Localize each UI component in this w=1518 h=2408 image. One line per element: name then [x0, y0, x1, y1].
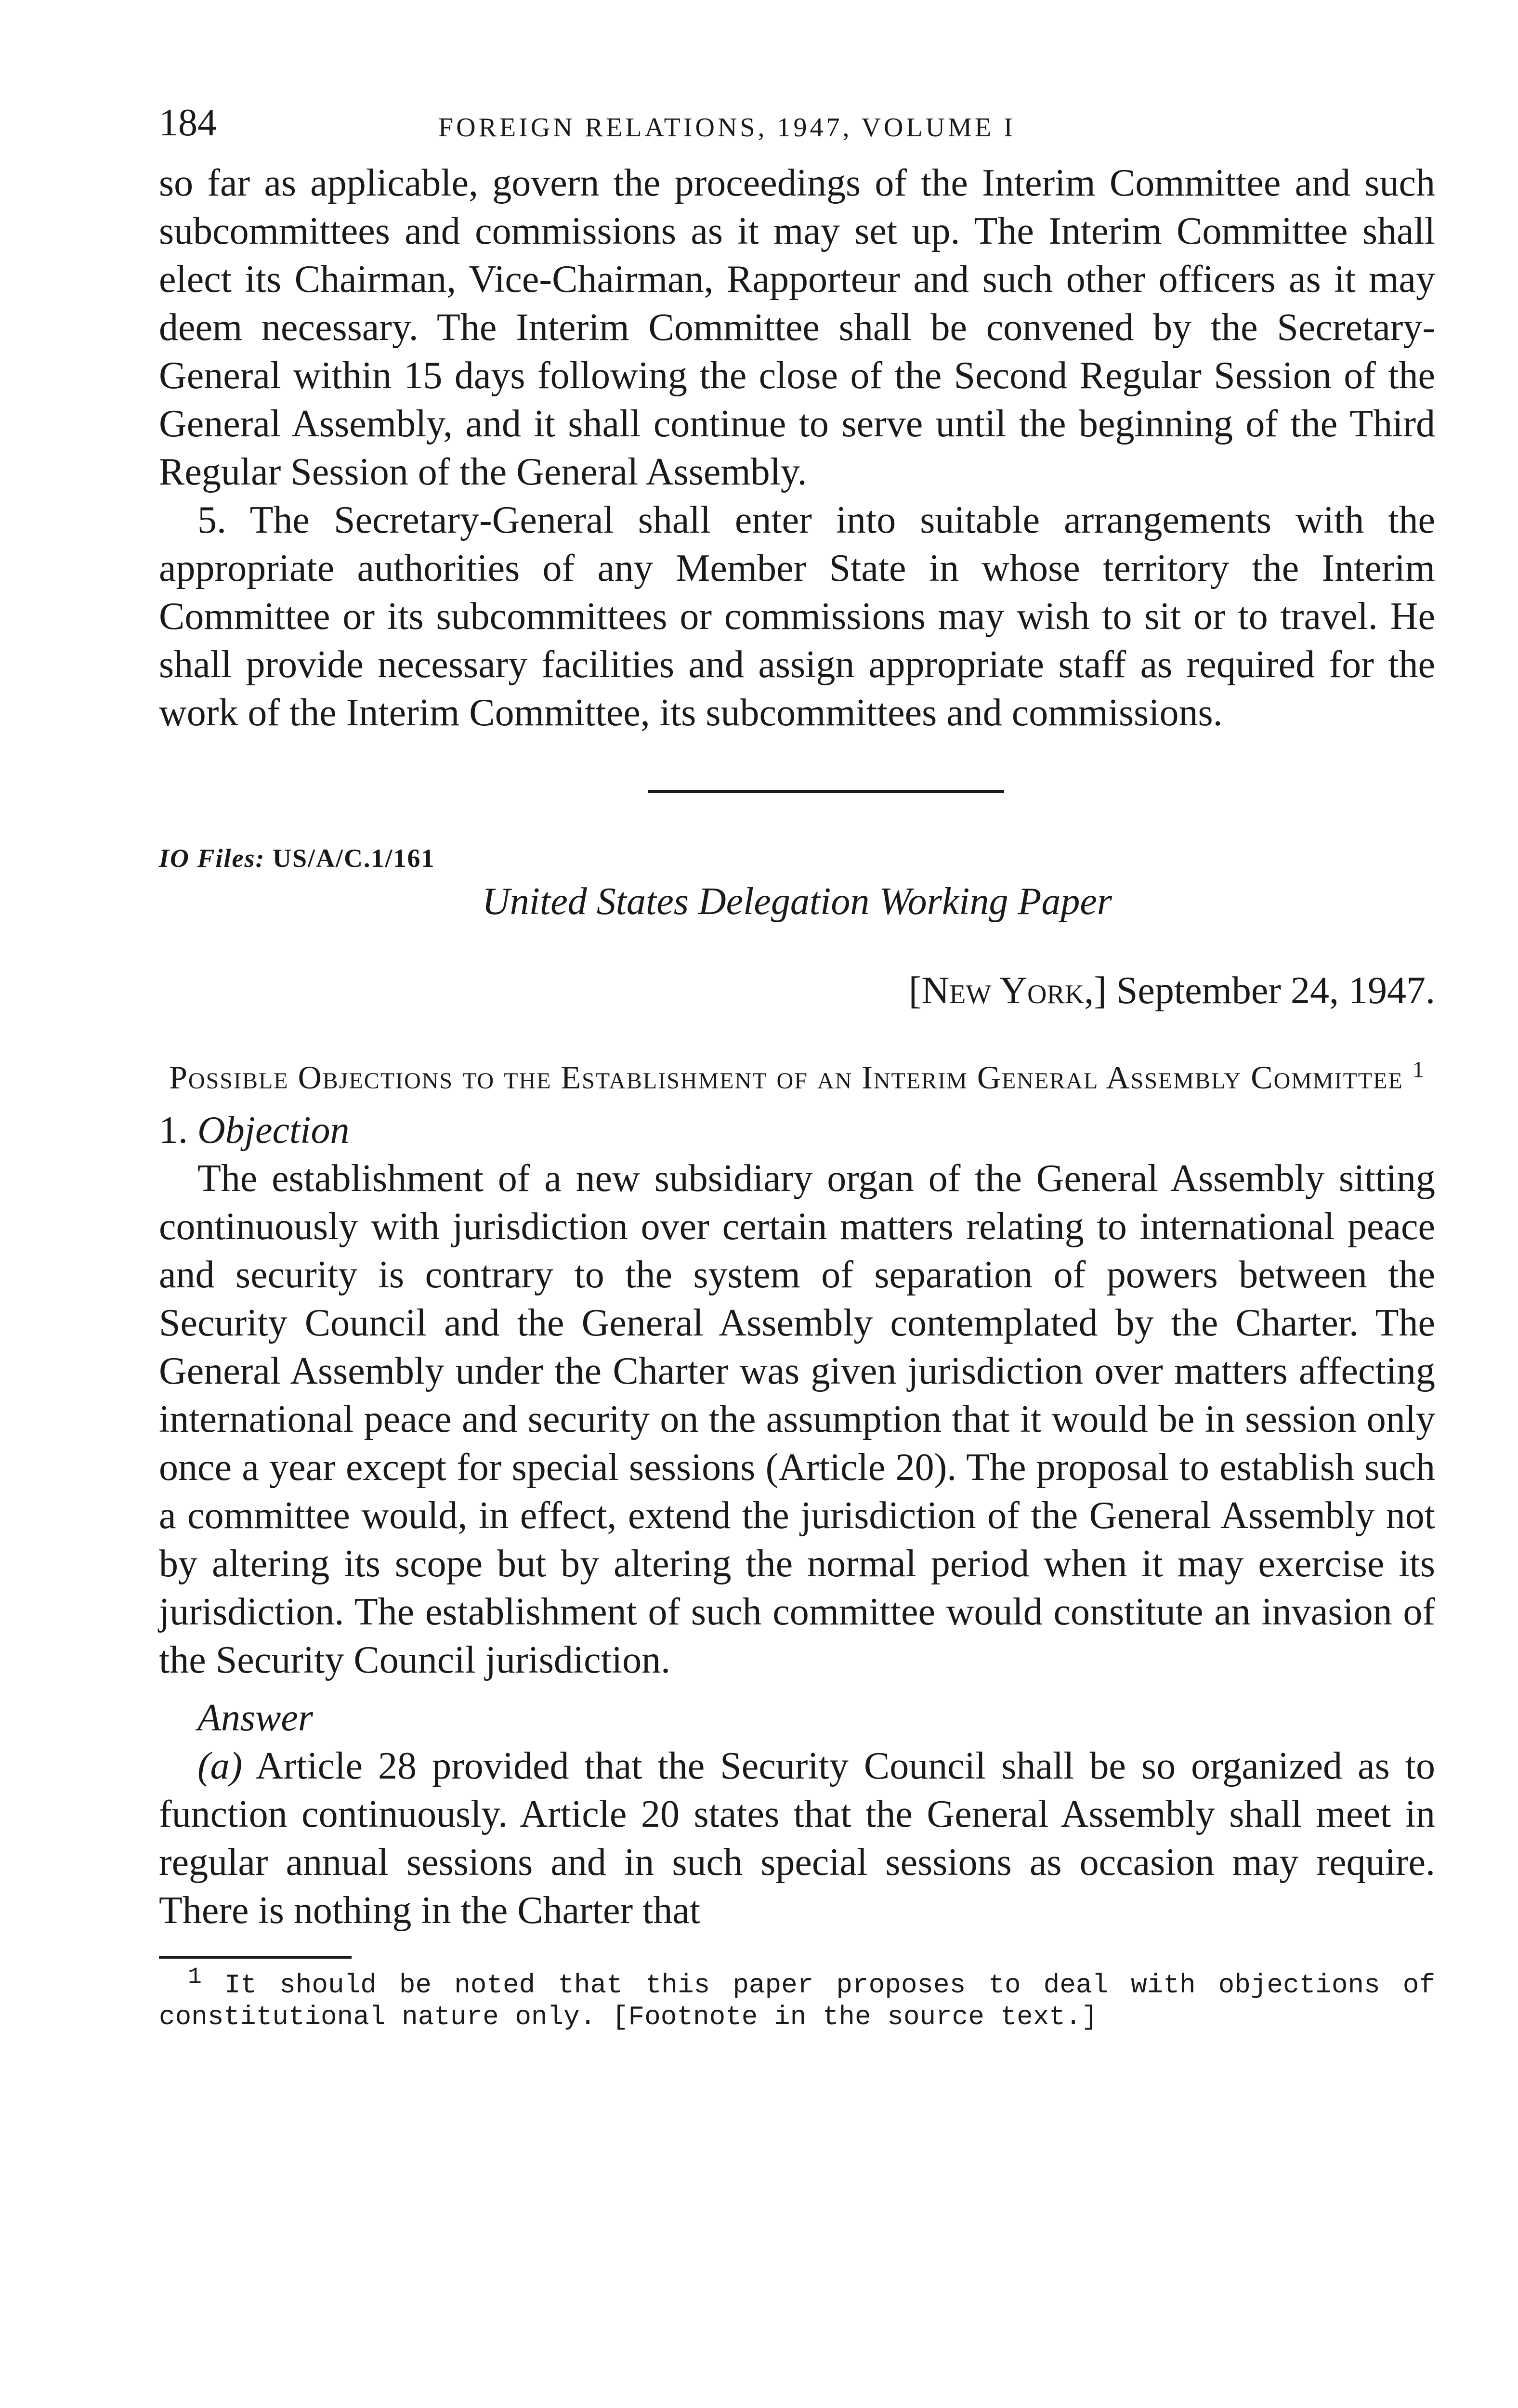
- running-title: FOREIGN RELATIONS, 1947, VOLUME I: [438, 113, 1016, 143]
- answer-a-paragraph: [159, 1742, 1435, 1935]
- file-reference: [159, 841, 1435, 875]
- objection-number: 1.: [159, 1109, 188, 1152]
- footnote-marker: 1: [188, 1964, 202, 1990]
- objection-paragraph: The establishment of a new subsidiary organ of the General Assembly sitting continuously with jurisdiction over certain matters relating to international peace and security is contrary to the system of separation of powers between the Security Council and the General Assembly contemplated by the Charter. The General Assembly under the Charter was given jurisdiction over matters affecting international peace and security on the assumption that it would be in session only once a year except for special sessions (Article 20). The proposal to establish such a committee would, in effect, extend the jurisdiction of the General Assembly not by altering its scope but by altering the normal period when it may exercise its jurisdiction. The establishment of such committee would constitute an invasion of the Security Council jurisdiction.: [159, 1157, 1435, 1681]
- footnote-reference[interactable]: 1: [1412, 1057, 1425, 1083]
- footnote-divider: [159, 1956, 352, 1959]
- running-head: [159, 96, 1435, 159]
- section-divider: [648, 790, 1004, 793]
- answer-a-label: (a): [197, 1745, 243, 1787]
- dateline-place: [New York,]: [908, 969, 1107, 1012]
- document-page: [159, 96, 1435, 2033]
- footnote: [159, 1964, 1436, 2033]
- dateline-date: September 24, 1947.: [1116, 969, 1435, 1012]
- document-title: United States Delegation Working Paper: [482, 880, 1112, 923]
- section-heading: [159, 1053, 1435, 1101]
- objection-label: Objection: [197, 1109, 350, 1152]
- section-heading-text: Possible Objections to the Establishment of an Interim General Assembly Committee: [169, 1059, 1403, 1096]
- dateline: [159, 967, 1435, 1015]
- objection-heading: [159, 1106, 1435, 1154]
- answer-a-text: Article 28 provided that the Security Council shall be so organized as to function continuously. Article 20 states that the General Assembly shall meet in regular annual sessions and in such special sessions as occasion may require. There is nothing in the Charter that: [159, 1745, 1435, 1932]
- paragraph-5: 5. The Secretary-General shall enter into suitable arrangements with the appropriate authorities of any Member State in whose territory the Interim Committee or its subcommittees or commissions may wish to sit or to travel. He shall provide necessary facilities and assign appropriate staff as required for the work of the Interim Committee, its subcommittees and commissions.: [159, 499, 1435, 734]
- file-ref-label: IO Files:: [159, 844, 265, 873]
- page-number: 184: [159, 102, 217, 144]
- answer-heading: Answer: [197, 1697, 313, 1739]
- continuation-paragraph: so far as applicable, govern the proceedings of the Interim Committee and such subcommittees and commissions as it may set up. The Interim Committee shall elect its Chairman, Vice-Chairman, Rapporteur and such other officers as it may deem necessary. The Interim Committee shall be convened by the Secretary-General within 15 days following the close of the Second Regular Session of the General Assembly, and it shall continue to serve until the beginning of the Third Regular Session of the General Assembly.: [159, 162, 1435, 493]
- file-ref-number: US/A/C.1/161: [273, 844, 435, 873]
- footnote-text: It should be noted that this paper proposes to deal with objections of constitutional nature only. [Footnote in the source text.]: [159, 1970, 1436, 2032]
